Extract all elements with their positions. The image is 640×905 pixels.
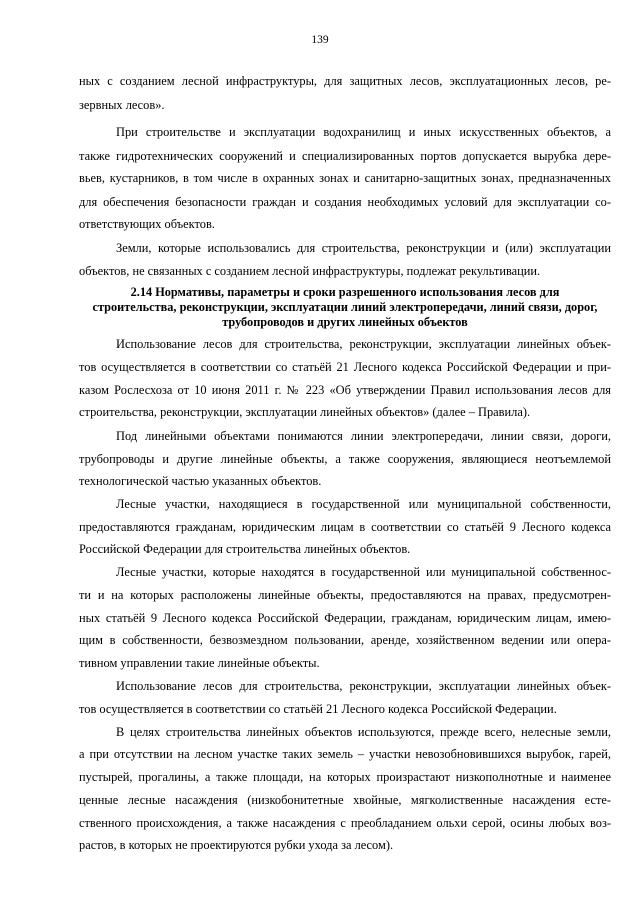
text-line: Под линейными объектами понимаются линии электропередачи, линии связи, дороги, bbox=[116, 429, 611, 443]
text-line: зервных лесов». bbox=[79, 98, 165, 112]
text-line: вьев, кустарников, в том числе в охранных зонах и санитарно-защитных зонах, предназначенных bbox=[79, 171, 611, 185]
text-line: предоставляются гражданам, юридическим лицам в соответствии со статьёй 9 Лесного кодекса bbox=[79, 520, 611, 534]
text-line: ценные лесные насаждения (низкобонитетные хвойные, мягколиственные насаждения есте- bbox=[79, 793, 611, 807]
text-line: ных статьёй 9 Лесного кодекса Российской Федерации, гражданам, юридическим лицам, имею- bbox=[79, 611, 611, 625]
text-line: ответствующих объектов. bbox=[79, 217, 215, 231]
text-line: Использование лесов для строительства, реконструкции, эксплуатации линейных объек- bbox=[116, 337, 611, 351]
text-line: пустырей, прогалины, а также площади, на которых произрастают низкополнотные и наименее bbox=[79, 770, 611, 784]
text-line: трубопроводы и другие линейные объекты, а также сооружения, являющиеся неотъемлемой bbox=[79, 452, 611, 466]
text-line: объектов, не связанных с созданием лесной инфраструктуры, подлежат рекультивации. bbox=[79, 264, 541, 278]
text-line: технологической частью указанных объектов. bbox=[79, 474, 322, 488]
text-line: ственного происхождения, а также насаждения с преобладанием ольхи серой, осины любых воз- bbox=[79, 816, 611, 830]
text-line: В целях строительства линейных объектов используются, прежде всего, нелесные земли, bbox=[116, 725, 611, 739]
text-line: Российской Федерации для строительства линейных объектов. bbox=[79, 542, 411, 556]
text-line: для обеспечения безопасности граждан и создания необходимых условий для эксплуатации со- bbox=[79, 195, 611, 209]
text-line: также гидротехнических сооружений и специализированных портов допускается вырубка дере- bbox=[79, 149, 611, 163]
text-line: тов осуществляется в соответствии со статьёй 21 Лесного кодекса Российской Федерации. bbox=[79, 702, 557, 716]
text-line: тивном управлении такие линейные объекты. bbox=[79, 656, 320, 670]
text-line: растов, в которых не проектируются рубки ухода за лесом). bbox=[79, 838, 394, 852]
text-line: а при отсутствии на лесном участке таких земель – участки невозобновившихся вырубок, гарей, bbox=[79, 747, 611, 761]
text-line: Земли, которые использовались для строительства, реконструкции и (или) эксплуатации bbox=[116, 241, 611, 255]
text-line: строительства, реконструкции, эксплуатации линейных объектов» (далее – Правила). bbox=[79, 405, 531, 419]
text-line: Лесные участки, находящиеся в государственной или муниципальной собственности, bbox=[116, 497, 611, 511]
text-line: тов осуществляется в соответствии со статьёй 21 Лесного кодекса Российской Федерации и при- bbox=[79, 360, 611, 374]
text-line: Лесные участки, которые находятся в государственной или муниципальной собственнос- bbox=[116, 565, 611, 579]
text-line: казом Рослесхоза от 10 июня 2011 г. № 223 «Об утверждении Правил использования лесов для bbox=[79, 383, 611, 397]
text-line: ти и на которых расположены линейные объекты, предоставляются на правах, предусмотрен- bbox=[79, 588, 611, 602]
text-line: При строительстве и эксплуатации водохранилищ и иных искусственных объектов, а bbox=[116, 125, 611, 139]
section-heading: трубопроводов и других линейных объектов bbox=[222, 315, 468, 329]
section-heading: строительства, реконструкции, эксплуатации линий электропередачи, линий связи, дорог, bbox=[92, 300, 598, 314]
section-heading: 2.14 Нормативы, параметры и сроки разрешенного использования лесов для bbox=[130, 285, 560, 299]
page-number: 139 bbox=[311, 34, 329, 46]
text-line: Использование лесов для строительства, реконструкции, эксплуатации линейных объек- bbox=[116, 679, 611, 693]
text-line: щим в собственности, безвозмездном пользовании, аренде, хозяйственном ведении или опера- bbox=[79, 633, 611, 647]
text-line: ных с созданием лесной инфраструктуры, для защитных лесов, эксплуатационных лесов, ре- bbox=[79, 74, 611, 88]
